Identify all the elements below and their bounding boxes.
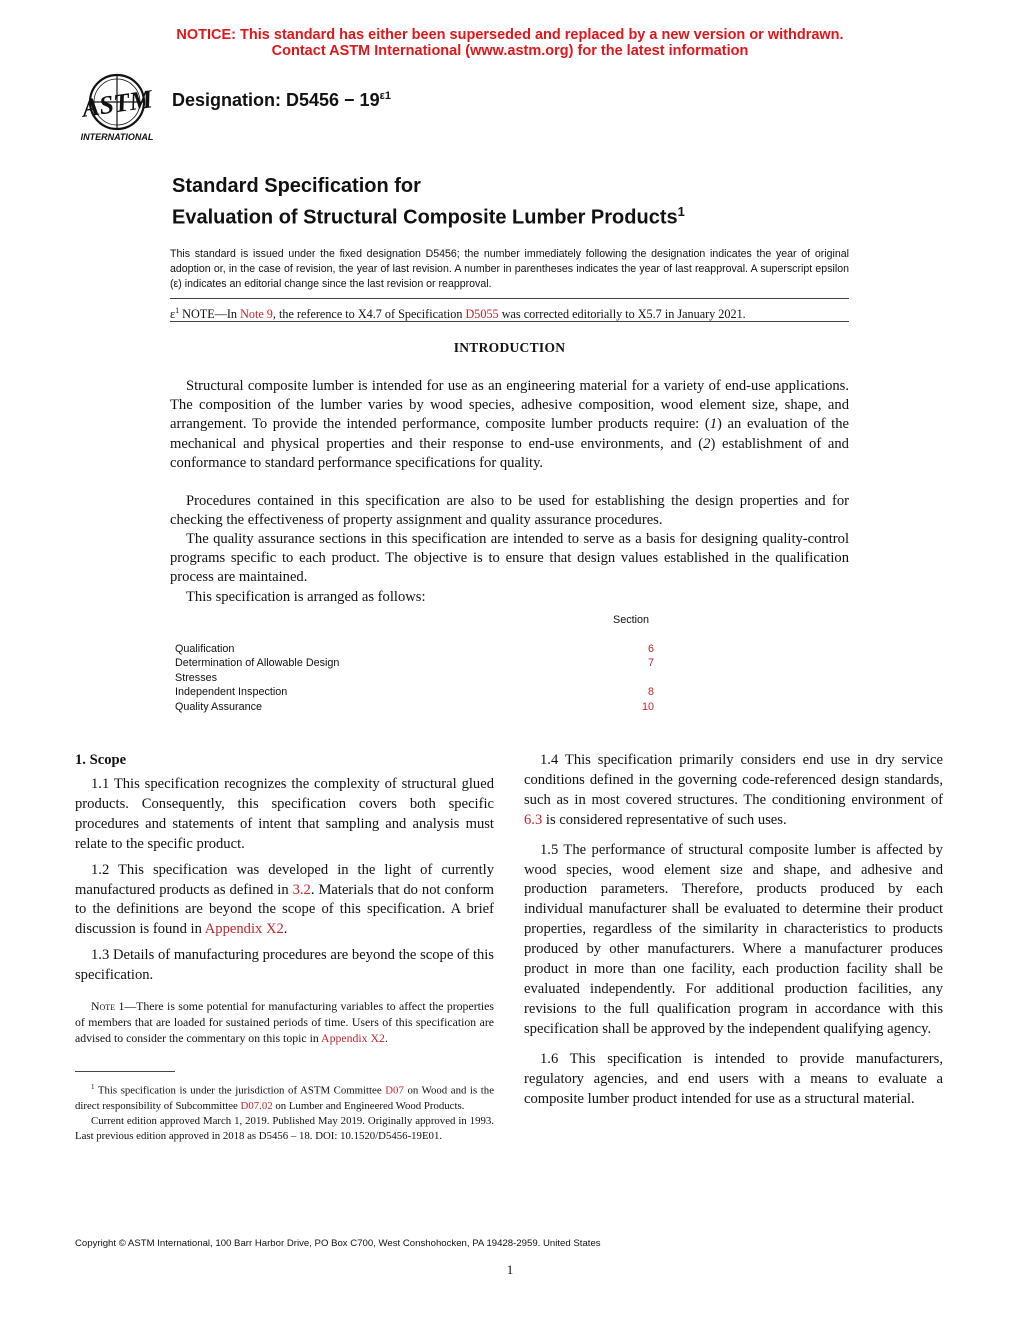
- paragraph-1-4: [524, 751, 943, 831]
- divider: [170, 321, 849, 322]
- toc-item-label: Qualification: [175, 643, 235, 655]
- issued-statement: This standard is issued under the fixed designation D5456; the number immediately following the designation indicates the year of original adoption or, in the case of revision, the year of last revision. A number in parentheses indicates the year of last reapproval. A superscript epsilon (ε) indicates an editorial change since the last revision or reapproval.: [170, 248, 849, 290]
- intro-paragraph-3: The quality assurance sections in this specification are intended to serve as a basis for designing quality-control programs specific to each product. The objective is to ensure that design values established in the qualification process are maintained.: [170, 531, 849, 586]
- footnote-edition: Current edition approved March 1, 2019. Published May 2019. Originally approved in 1993. Last previous edition approved in 2018 as D5456 – 18. DOI: 10.1520/D5456-19E01.: [75, 1115, 494, 1143]
- footnote-mark: 1: [91, 1083, 95, 1091]
- p1-4-text-a: 1.4 This specification primarily considers end use in dry service conditions defined in the governing code-referenced design standards, such as in most covered structures. The conditioning environment of: [524, 752, 943, 808]
- intro-p1-text-b: ) an evaluation of the mechanical and physical properties and their response to end-use environments, and (: [170, 416, 849, 452]
- p1-2-text-c: .: [283, 921, 288, 938]
- note-suffix: was corrected editorially to X5.7 in January 2021.: [498, 307, 746, 322]
- divider: [170, 298, 849, 299]
- committee-d07-link[interactable]: D07: [385, 1084, 404, 1097]
- epsilon-superscript: 1: [175, 306, 180, 315]
- svg-text:INTERNATIONAL: INTERNATIONAL: [80, 132, 154, 142]
- toc-item-label: Stresses: [175, 671, 218, 684]
- toc-item-label: Quality Assurance: [175, 700, 263, 713]
- left-column: [75, 752, 494, 1046]
- title-line-2: [172, 199, 685, 231]
- toc-section-link[interactable]: 6: [647, 643, 654, 655]
- footnote: [75, 1080, 494, 1144]
- astm-international-logo-icon: [75, 72, 159, 144]
- intro-p1-number-1: 1: [709, 416, 718, 433]
- note-1-end: .: [384, 1031, 388, 1046]
- paragraph-1-5: 1.5 The performance of structural composite lumber is affected by wood species, wood element size and shape, and adhesive and production parameters. Therefore, products produced by each individual manufacturer shall be evaluated to determine their product properties, regardless of the similarity in characteristics to products produced by other manufacturers. Where a manufacturer produces product in more than one facility, each production facility shall be evaluated independently. For additional production facilities, any revisions to the full qualification program in accordance with this specification shall be approved by the independent qualifying agency.: [524, 841, 943, 1037]
- footnote-text-a: This specification is under the jurisdiction of ASTM Committee: [94, 1084, 386, 1097]
- paragraph-1-1: 1.1 This specification recognizes the complexity of structural glued products. Consequently, this specification covers both specific procedures and statements of intent that sampling and analysis must relate to the specific product.: [75, 776, 494, 852]
- footnote-text-c: on Lumber and Engineered Wood Products.: [272, 1099, 465, 1112]
- toc-section-empty: [610, 671, 654, 685]
- copyright: Copyright © ASTM International, 100 Barr Harbor Drive, PO Box C700, West Conshohocken, PA 19428-2959. United States: [75, 1238, 601, 1249]
- appendix-x2-link[interactable]: Appendix X2: [321, 1031, 385, 1046]
- subcommittee-d07-02-link[interactable]: D07.02: [240, 1099, 273, 1112]
- intro-paragraph-4: This specification is arranged as follows:: [186, 589, 426, 605]
- notice-line-1: NOTICE: This standard has either been superseded and replaced by a new version or withdrawn.: [176, 27, 844, 43]
- introduction-heading: INTRODUCTION: [453, 340, 566, 355]
- toc-section-link[interactable]: 7: [647, 657, 654, 670]
- paragraph-1-2: [75, 861, 494, 941]
- note-9-link[interactable]: Note 9: [240, 307, 273, 322]
- p1-4-text-b: is considered representative of such uses.: [542, 811, 787, 828]
- intro-p1-number-2: 2: [703, 435, 711, 452]
- astm-logo: [75, 72, 159, 144]
- toc-item-label: Independent Inspection: [175, 686, 288, 699]
- designation-label: Designation: D5456 − 19: [172, 90, 380, 110]
- note-prefix: NOTE—In: [179, 307, 241, 322]
- paragraph-1-3: 1.3 Details of manufacturing procedures are beyond the scope of this specification.: [75, 947, 494, 984]
- intro-paragraph-1: [170, 377, 849, 473]
- d5055-link[interactable]: D5055: [465, 307, 499, 322]
- page-number: 1: [506, 1262, 514, 1277]
- p1-2-text-b: . Materials that do not conform to the definitions are beyond the scope of this specification. A brief discussion is found in: [75, 881, 494, 938]
- footnote-divider: [75, 1071, 175, 1072]
- toc-item-label: Determination of Allowable Design: [175, 657, 340, 670]
- footnote-1: [75, 1080, 494, 1114]
- note-1-text: —There is some potential for manufacturing variables to affect the properties of members that are loaded for sustained periods of time. Users of this specification are advised to consider the commentary on this topic in: [75, 999, 495, 1046]
- note-1: [75, 998, 494, 1046]
- intro-paragraph-2: Procedures contained in this specification are also to be used for establishing the design properties and for checking the effectiveness of property assignment and quality assurance procedures.: [170, 493, 849, 529]
- title-footnote-mark: 1: [677, 204, 685, 219]
- right-column: [524, 751, 943, 1109]
- section-6-3-link[interactable]: 6.3: [524, 811, 543, 828]
- title-text: Evaluation of Structural Composite Lumber Products: [172, 206, 678, 229]
- designation-superscript: ε1: [379, 90, 391, 102]
- note-middle: , the reference to X4.7 of Specification: [272, 307, 466, 322]
- title-line-1: Standard Specification for: [172, 175, 421, 197]
- section-3-2-link[interactable]: 3.2: [292, 881, 311, 898]
- p1-2-text-a: 1.2 This specification was developed in the light of currently manufactured products as defined in: [75, 861, 494, 898]
- svg-text:ASTM: ASTM: [80, 84, 155, 123]
- paragraph-1-6: 1.6 This specification is intended to provide manufacturers, regulatory agencies, and end users with a means to evaluate a composite lumber product intended for use as a structural material.: [524, 1050, 943, 1107]
- toc-labels: [175, 642, 495, 714]
- toc-section-header: Section: [613, 614, 650, 626]
- note-1-label: Note 1: [91, 999, 125, 1014]
- scope-heading: 1. Scope: [75, 752, 127, 768]
- editorial-note: [170, 303, 849, 322]
- toc-section-numbers: [610, 642, 654, 714]
- epsilon-symbol: ε: [170, 307, 176, 322]
- intro-p1-text-c: ) establishment of and conformance to standard performance specifications for quality.: [170, 435, 849, 471]
- toc-section-link[interactable]: 10: [641, 700, 654, 713]
- notice-line-2: Contact ASTM International (www.astm.org) for the latest information: [271, 43, 749, 59]
- appendix-x2-link[interactable]: Appendix X2: [204, 921, 284, 938]
- toc-section-link[interactable]: 8: [647, 686, 654, 699]
- designation: [172, 90, 391, 111]
- footnote-text-b: on Wood and is the direct responsibility of Subcommittee: [75, 1084, 494, 1112]
- intro-p1-text-a: Structural composite lumber is intended for use as an engineering material for a variety of end-use applications. The composition of the lumber varies by wood species, adhesive composition, wood element size, shape, and arrangement. To provide the intended performance, composite lumber products require: (: [170, 378, 849, 433]
